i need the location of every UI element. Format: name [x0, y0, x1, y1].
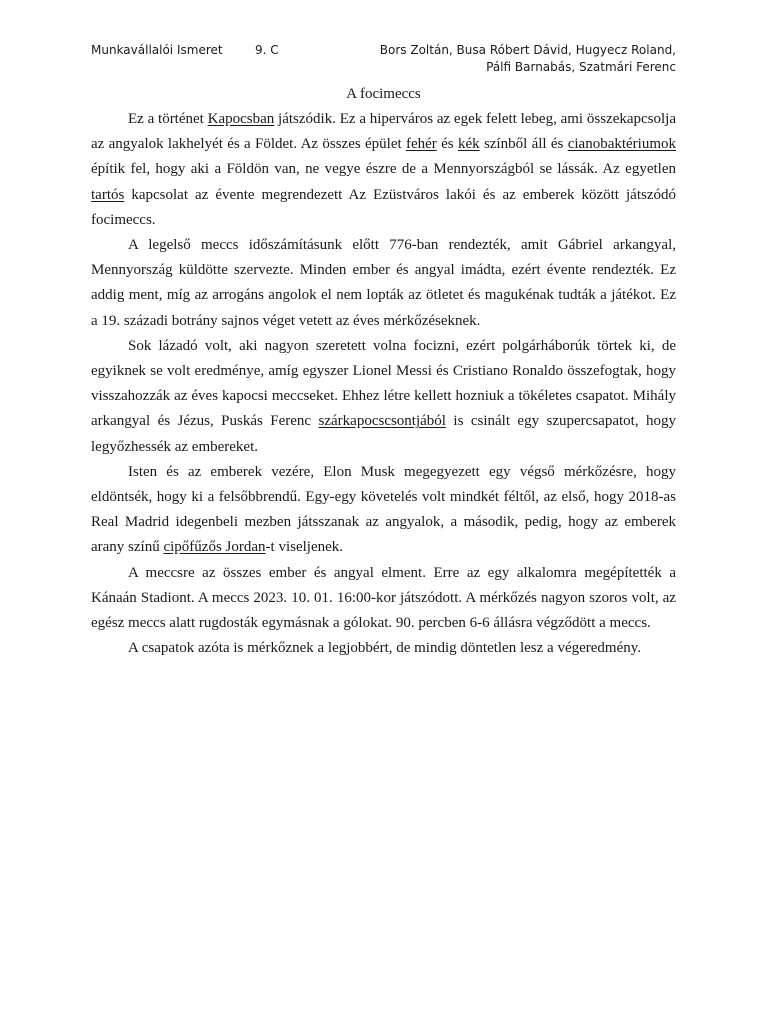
header-authors-line-2: Pálfi Barnabás, Szatmári Ferenc [486, 60, 676, 74]
paragraph-1-text: színből áll és [479, 136, 568, 153]
paragraph-1-text: kapcsolat az évente megrendezett Az Ezüstváros lakói és az emberek között játszódó focimeccs. [91, 186, 676, 228]
document-title: A focimeccs [346, 86, 421, 102]
paragraph-4 [91, 460, 676, 561]
paragraph-1-text: és [436, 136, 458, 153]
paragraph-2: A legelső meccs időszámításunk előtt 776-ban rendezték, amit Gábriel arkangyal, Mennyország küldötte szervezte. Minden ember és angyal imádta, ezért évente rendezték. Ez addig ment, míg az arrogáns angolok el nem lopták az ötletet és magukénak tudták a játékot. Ez a 19. századi botrány sajnos véget vetett az éves mérkőzéseknek. [91, 237, 676, 329]
underlined-word-kek: kék [457, 136, 480, 153]
paragraph-3 [91, 334, 676, 460]
underlined-word-feher: fehér [406, 136, 437, 153]
underlined-word-kapocsban: Kapocsban [207, 111, 275, 127]
header-subject: Munkavállalói Ismeret [91, 43, 223, 57]
underlined-word-tartos: tartós [91, 186, 125, 203]
underlined-word-cianobakteriumok: cianobaktériumok [567, 136, 677, 153]
underlined-word-cipofuzos-jordan: cipőfűzős Jordan [163, 539, 266, 556]
paragraph-1-text: játszódik. Ez a hiperváros az egek felett lebeg, ami összekapcsolja az angyalok lakhelyét és a Földet. Az összes épület [91, 111, 677, 153]
paragraph-1-text: Ez a történet [128, 111, 208, 127]
paragraph-3-text: Sok lázadó volt, aki nagyon szeretett volna focizni, ezért polgárháborúk törtek ki, de egyiknek se volt eredménye, amíg egyszer Lionel Messi és Cristiano Ronaldo összefogtak, hogy visszahozzák az éves kapocsi meccseket. Ehhez létre kellett hozniuk a tökéletes csapatot. Mihály arkangyal és Jézus, Puskás Ferenc [91, 337, 676, 430]
document-body [91, 107, 676, 661]
paragraph-6: A csapatok azóta is mérkőznek a legjobbért, de mindig döntetlen lesz a végeredmény. [128, 640, 642, 657]
header-authors [380, 42, 676, 76]
header-authors-line-1: Bors Zoltán, Busa Róbert Dávid, Hugyecz Roland, [379, 43, 676, 57]
paragraph-1-text: építik fel, hogy aki a Földön van, ne vegye észre de a Mennyországból se lássák. Az egyetlen [91, 161, 676, 178]
paragraph-1 [91, 107, 676, 233]
paragraph-5: A meccsre az összes ember és angyal elment. Erre az egy alkalomra megépítették a Kánaán Stadiont. A meccs 2023. 10. 01. 16:00-kor játszódott. A mérkőzés nagyon szoros volt, az egész meccs alatt rugdosták egymásnak a gólokat. 90. percben 6-6 állásra végződött a meccs. [91, 564, 676, 632]
paragraph-4-text: -t viseljenek. [265, 539, 344, 556]
header-class: 9. C [255, 43, 279, 57]
paragraph-4-text: Isten és az emberek vezére, Elon Musk megegyezett egy végső mérkőzésre, hogy eldöntsék, hogy ki a felsőbbrendű. Egy-egy követelés volt mindkét féltől, az első, hogy 2018-as Real Madrid idegenbeli mezben játsszanak az angyalok, a második, pedig, hogy az emberek arany színű [91, 463, 676, 556]
paragraph-3-text: is csinált egy szupercsapatot, hogy legyőzhessék az embereket. [91, 413, 676, 455]
underlined-word-szarkapocscsontjabol: szárkapocscsontjából [318, 413, 446, 430]
